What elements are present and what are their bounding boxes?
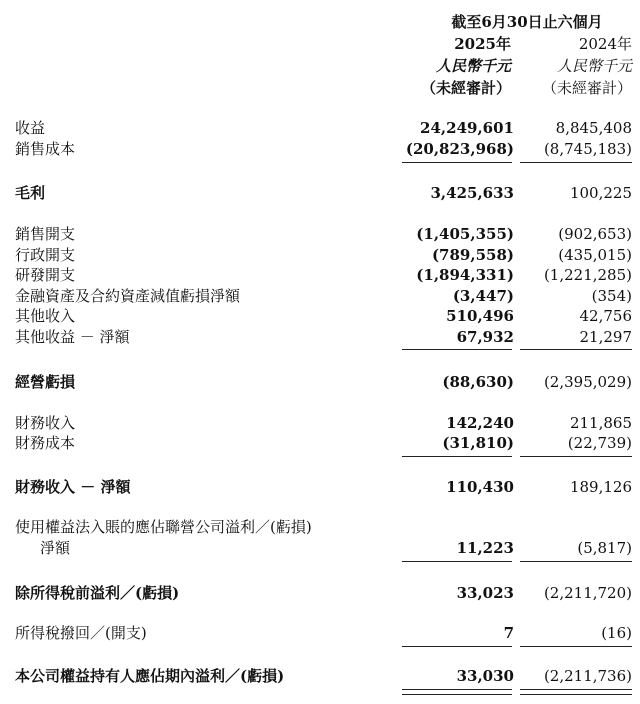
value-2024: (8,745,183) xyxy=(543,140,632,158)
row-label-continued: 淨額 xyxy=(40,539,71,557)
row-other-gains-net xyxy=(0,327,640,347)
total-double-rule xyxy=(520,689,632,695)
value-2025: 142,240 xyxy=(446,414,514,432)
row-label: 財務收入 xyxy=(15,414,76,432)
subtotal-rule xyxy=(402,349,512,350)
value-2025: (1,894,331) xyxy=(416,266,514,284)
subtotal-rule xyxy=(402,456,512,457)
value-2024: 42,756 xyxy=(579,307,632,325)
row-cost-of-sales xyxy=(0,139,640,159)
audit-2025-header: （未經審計） xyxy=(420,79,511,97)
value-2024: (902,653) xyxy=(558,225,632,243)
subtotal-rule xyxy=(402,561,512,562)
row-label: 金融資產及合約資產減值虧損淨額 xyxy=(15,287,241,305)
row-operating-loss xyxy=(0,372,640,392)
subtotal-rule xyxy=(402,646,512,647)
value-2025: 33,023 xyxy=(456,584,514,602)
subtotal-rule xyxy=(520,561,632,562)
value-2025: 67,932 xyxy=(456,328,514,346)
row-gross-profit xyxy=(0,183,640,203)
value-2025: 11,223 xyxy=(456,539,514,557)
row-selling-expenses xyxy=(0,224,640,244)
row-label: 財務成本 xyxy=(15,434,76,452)
value-2025: (31,810) xyxy=(442,434,514,452)
value-2024: (22,739) xyxy=(567,434,632,452)
value-2024: (2,211,736) xyxy=(543,667,632,685)
value-2025: 3,425,633 xyxy=(430,184,514,202)
value-2024: 211,865 xyxy=(569,414,632,432)
row-profit-before-tax xyxy=(0,583,640,603)
period-header: 截至6月30日止六個月 xyxy=(451,13,603,31)
currency-2024-header: 人民幣千元 xyxy=(556,57,632,75)
value-2024: (435,015) xyxy=(558,246,632,264)
value-2025: 510,496 xyxy=(446,307,514,325)
value-2024: (5,817) xyxy=(577,539,632,557)
row-label: 財務收入 － 淨額 xyxy=(15,478,131,496)
row-revenue xyxy=(0,118,640,138)
value-2025: 33,030 xyxy=(456,667,514,685)
row-label: 本公司權益持有人應佔期內溢利／(虧損) xyxy=(15,667,285,685)
row-label: 其他收益 － 淨額 xyxy=(15,328,130,346)
value-2024: 8,845,408 xyxy=(555,119,632,137)
currency-2025-header: 人民幣千元 xyxy=(435,57,511,75)
row-label: 銷售開支 xyxy=(15,225,76,243)
row-label: 毛利 xyxy=(15,184,46,202)
audit-2024-header: （未經審計） xyxy=(541,79,632,97)
value-2024: (354) xyxy=(591,287,632,305)
row-label: 所得稅撥回／(開支) xyxy=(15,624,147,642)
row-label: 研發開支 xyxy=(15,266,76,284)
row-finance-income xyxy=(0,413,640,433)
value-2025: (789,558) xyxy=(431,246,514,264)
row-income-tax xyxy=(0,623,640,643)
subtotal-rule xyxy=(520,456,632,457)
value-2025: 7 xyxy=(503,624,514,642)
subtotal-rule xyxy=(520,349,632,350)
value-2024: 21,297 xyxy=(579,328,632,346)
value-2025: 110,430 xyxy=(446,478,514,496)
value-2024: 100,225 xyxy=(569,184,632,202)
row-rnd-expenses xyxy=(0,265,640,285)
value-2024: (1,221,285) xyxy=(543,266,632,284)
row-profit-for-period xyxy=(0,666,640,686)
value-2024: (2,395,029) xyxy=(543,373,632,391)
subtotal-rule xyxy=(402,162,512,163)
row-finance-costs xyxy=(0,433,640,453)
value-2025: (1,405,355) xyxy=(416,225,514,243)
row-label: 除所得稅前溢利／(虧損) xyxy=(15,584,180,602)
row-admin-expenses xyxy=(0,245,640,265)
row-label: 行政開支 xyxy=(15,246,76,264)
year-2024-header: 2024年 xyxy=(578,35,632,53)
value-2024: (16) xyxy=(601,624,632,642)
row-share-of-associates-net xyxy=(0,538,640,558)
row-label: 銷售成本 xyxy=(15,140,76,158)
row-impairment-losses xyxy=(0,286,640,306)
row-label: 經營虧損 xyxy=(15,373,76,391)
row-label: 收益 xyxy=(15,119,46,137)
row-label: 使用權益法入賬的應佔聯營公司溢利／(虧損) xyxy=(15,518,312,536)
row-other-income xyxy=(0,306,640,326)
subtotal-rule xyxy=(520,646,632,647)
row-share-of-associates xyxy=(0,517,640,537)
row-finance-income-net xyxy=(0,477,640,497)
value-2025: (3,447) xyxy=(452,287,514,305)
row-label: 其他收入 xyxy=(15,307,76,325)
value-2024: (2,211,720) xyxy=(543,584,632,602)
value-2025: (20,823,968) xyxy=(405,140,514,158)
value-2025: (88,630) xyxy=(442,373,514,391)
total-double-rule xyxy=(402,689,512,695)
value-2025: 24,249,601 xyxy=(420,119,514,137)
subtotal-rule xyxy=(520,162,632,163)
value-2024: 189,126 xyxy=(569,478,632,496)
year-2025-header: 2025年 xyxy=(454,35,511,53)
